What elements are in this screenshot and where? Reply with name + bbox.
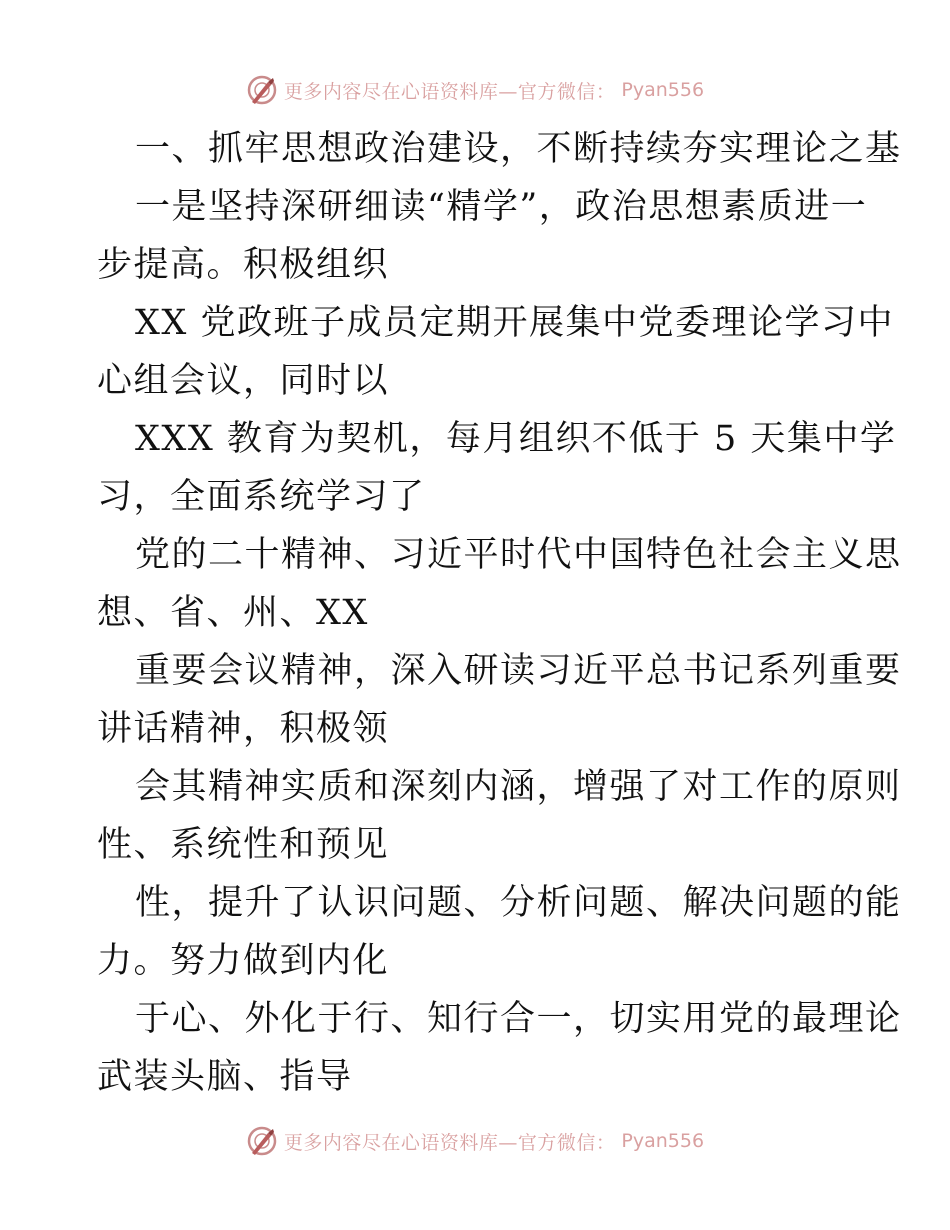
document-line: 一、抓牢思想政治建设，不断持续夯实理论之基 (135, 129, 902, 169)
document-line: 性、系统性和预见 (97, 825, 390, 865)
document-line: 武装头脑、指导 (97, 1057, 353, 1097)
document-line: 步提高。积极组织 (97, 245, 390, 285)
watermark-handle: Pyan556 (621, 79, 705, 101)
document-line: XX 党政班子成员定期开展集中党委理论学习中 (135, 303, 894, 343)
document-line: 想、省、州、XX (97, 593, 369, 633)
document-body (97, 120, 902, 1106)
document-line: 力。努力做到内化 (97, 941, 390, 981)
watermark-text: 更多内容尽在心语资料库—官方微信： (283, 80, 616, 103)
document-line: 于心、外化于行、知行合一，切实用党的最理论 (135, 999, 902, 1039)
quill-pen-logo-icon (246, 1125, 278, 1157)
quill-pen-logo-icon (246, 74, 278, 106)
document-line: 一是坚持深研细读“精学”，政治思想素质进一 (135, 187, 868, 227)
document-line: 重要会议精神，深入研读习近平总书记系列重要 (135, 651, 902, 691)
header-watermark (0, 70, 950, 110)
document-line: XXX 教育为契机，每月组织不低于 5 天集中学 (135, 419, 897, 459)
document-line: 习，全面系统学习了 (97, 477, 426, 517)
watermark-text: 更多内容尽在心语资料库—官方微信： (283, 1131, 616, 1154)
footer-watermark (0, 1121, 950, 1161)
document-line: 性，提升了认识问题、分析问题、解决问题的能 (135, 883, 902, 923)
document-line: 讲话精神，积极领 (97, 709, 390, 749)
document-line: 心组会议，同时以 (97, 361, 390, 401)
document-line: 党的二十精神、习近平时代中国特色社会主义思 (135, 535, 902, 575)
watermark-handle: Pyan556 (621, 1130, 705, 1152)
document-line: 会其精神实质和深刻内涵，增强了对工作的原则 (135, 767, 902, 807)
